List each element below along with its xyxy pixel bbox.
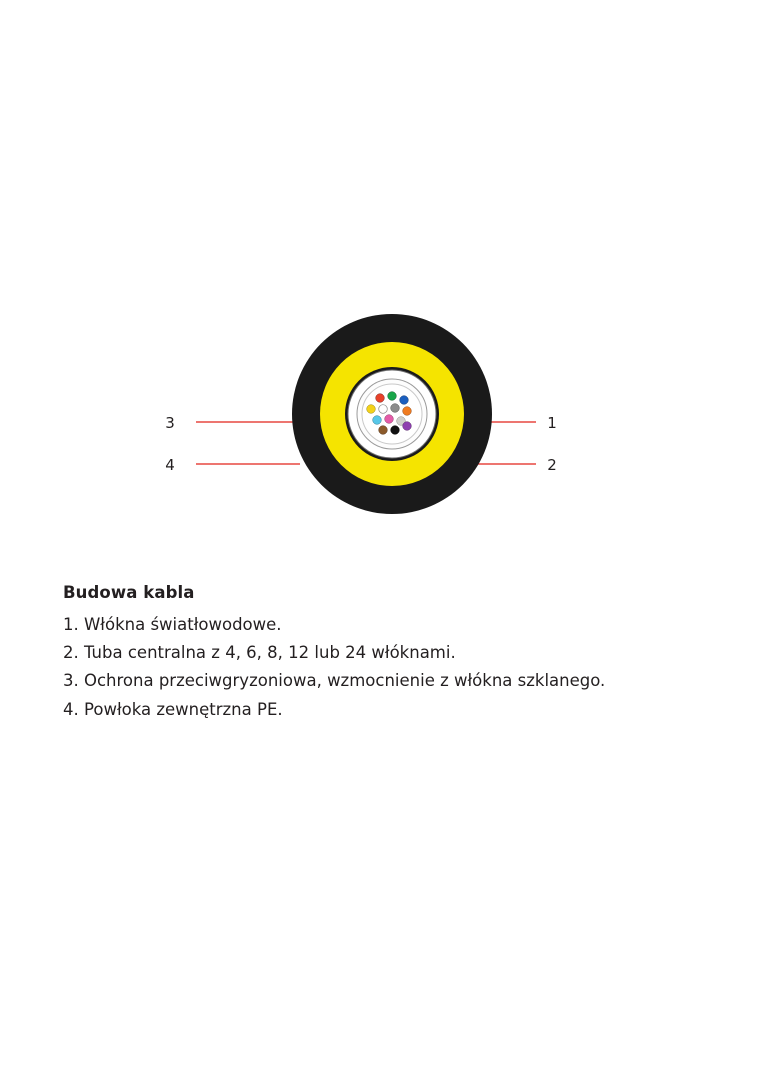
callout-number-3: 3: [165, 414, 175, 432]
fiber-violet: [403, 422, 412, 431]
fiber-white: [379, 405, 388, 414]
callout-number-4: 4: [165, 456, 175, 474]
fiber-green: [388, 392, 397, 401]
caption-line-4: 4. Powłoka zewnętrzna PE.: [63, 699, 283, 719]
fiber-red: [376, 394, 385, 403]
caption-line-1: 1. Włókna światłowodowe.: [63, 614, 282, 634]
fiber-grey: [391, 404, 400, 413]
fiber-pink: [385, 415, 394, 424]
callout-number-1: 1: [547, 414, 557, 432]
caption-line-2: 2. Tuba centralna z 4, 6, 8, 12 lub 24 włóknami.: [63, 643, 456, 662]
fiber-brown: [379, 426, 388, 435]
cable-cross-section-diagram: [0, 300, 784, 570]
callout-number-2: 2: [547, 456, 557, 474]
fiber-orange: [403, 407, 412, 416]
fiber-aqua: [373, 416, 382, 425]
fiber-black: [391, 426, 400, 435]
cable-layers: [292, 314, 492, 514]
fiber-blue: [400, 396, 409, 405]
caption-title: Budowa kabla: [63, 583, 195, 602]
cable-diagram-svg: [0, 300, 784, 570]
caption-block: [63, 583, 763, 724]
caption-line-3: 3. Ochrona przeciwgryzoniowa, wzmocnienie z włókna szklanego.: [63, 671, 606, 691]
fiber-yellow: [367, 405, 376, 414]
